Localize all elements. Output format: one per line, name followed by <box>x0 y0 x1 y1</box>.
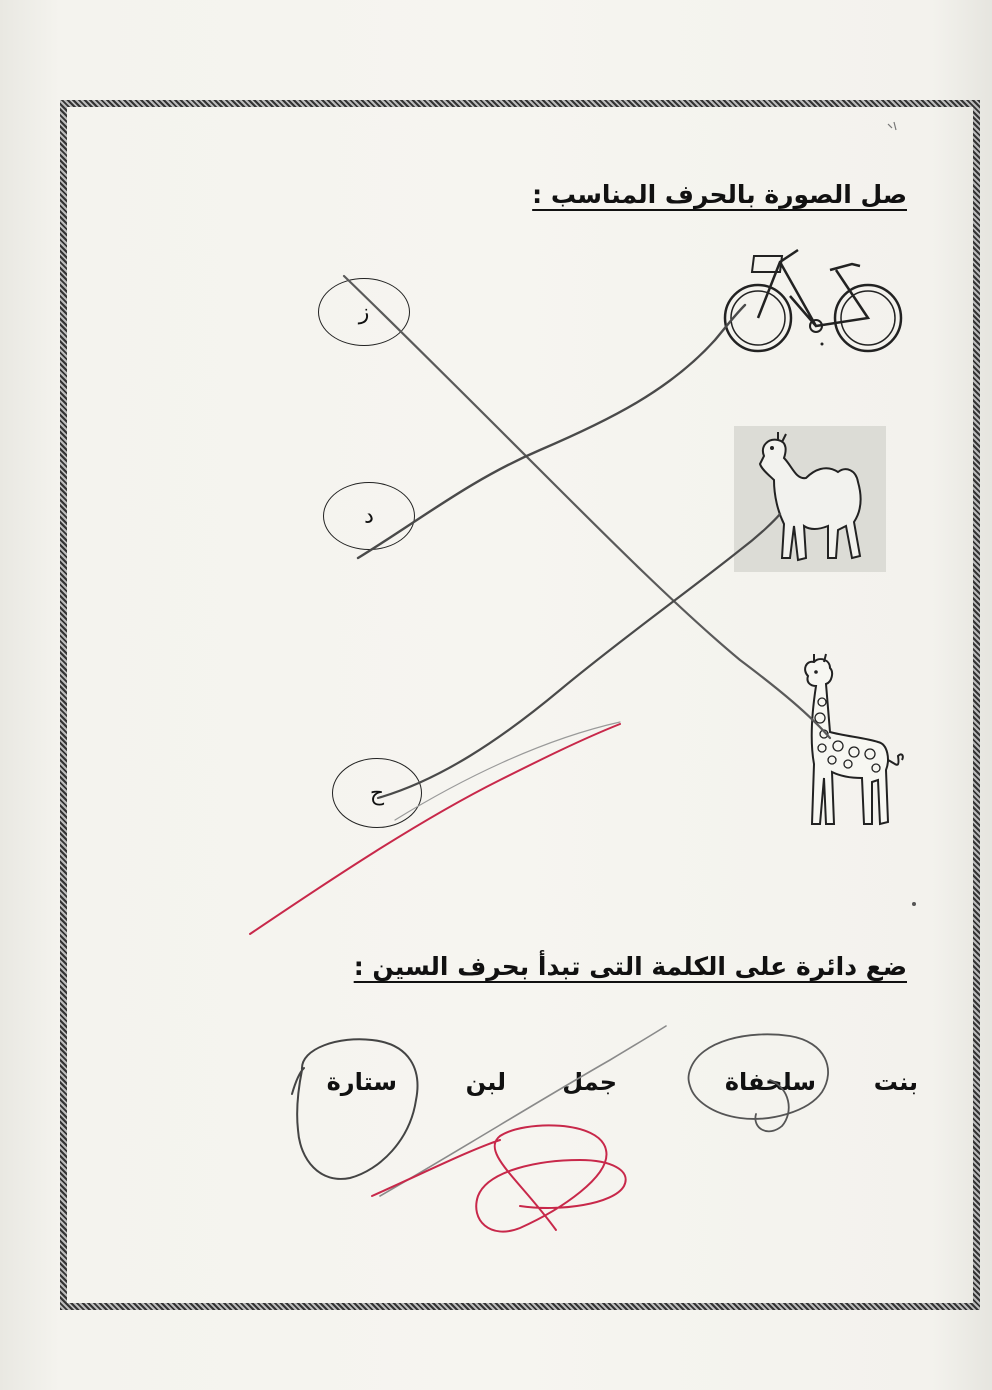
camel-picture <box>734 426 886 572</box>
word-jamal: جمل <box>562 1068 617 1096</box>
giraffe-picture <box>792 652 908 834</box>
exercise1-title: صل الصورة بالحرف المناسب : <box>532 180 907 209</box>
letter-ha-circle <box>332 758 422 828</box>
letter-zay: ز <box>358 299 370 325</box>
word-bint: بنت <box>873 1068 918 1096</box>
letter-zay-circle <box>318 278 410 346</box>
word-sulahfat: سلحفاة <box>724 1068 816 1096</box>
exercise2-title: ضع دائرة على الكلمة التى تبدأ بحرف السين : <box>353 952 907 981</box>
word-laban: لبن <box>465 1068 506 1096</box>
letter-dal: د <box>364 503 374 529</box>
bicycle-picture <box>718 240 908 360</box>
word-sitara: ستارة <box>326 1068 397 1096</box>
letter-ha: ح <box>369 780 385 806</box>
letter-dal-circle <box>323 482 415 550</box>
